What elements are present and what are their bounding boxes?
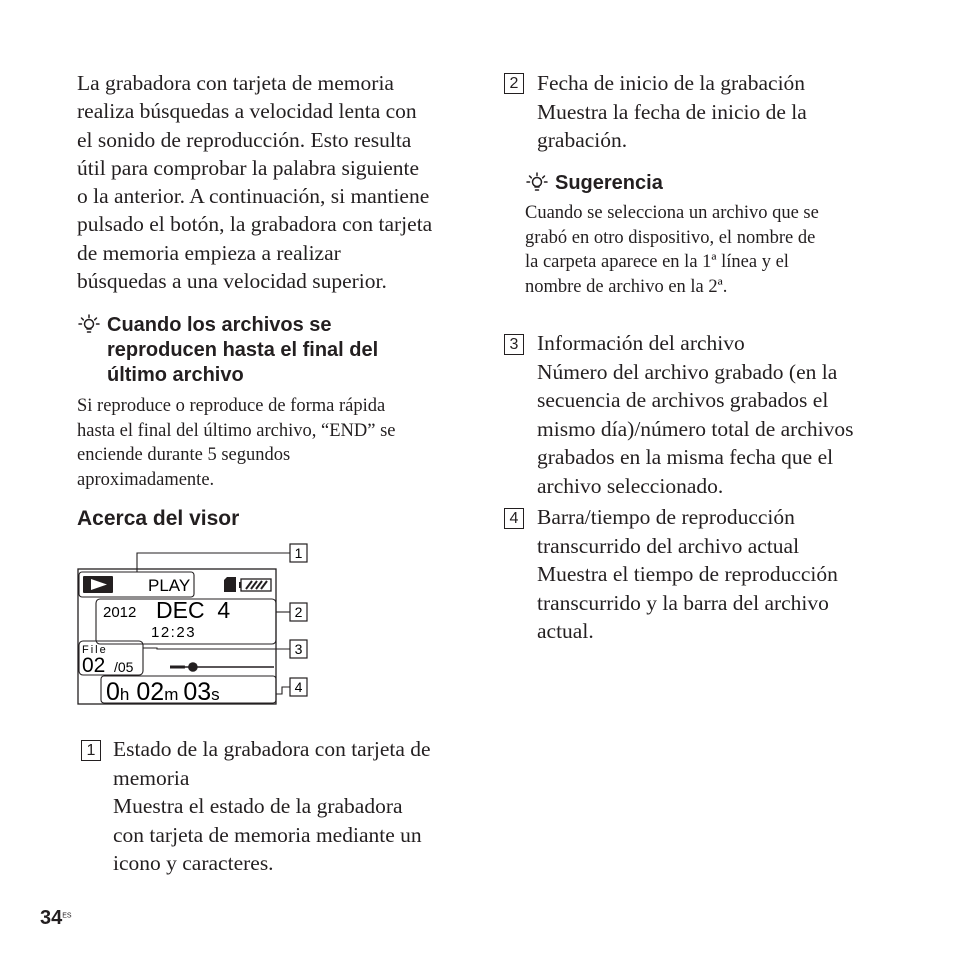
text-line: Número del archivo grabado (en la	[537, 359, 838, 384]
text-line: enciende durante 5 segundos	[77, 445, 291, 466]
item-3-text	[537, 329, 917, 500]
text-line: transcurrido y la barra del archivo	[537, 590, 829, 615]
time-value: 12:23	[151, 624, 197, 641]
progress-knob	[188, 662, 198, 672]
text-line: grabó en otro dispositivo, el nombre de	[525, 227, 816, 248]
callout-2-number: 2	[294, 604, 303, 620]
text-line: Cuando se selecciona un archivo que se	[525, 203, 819, 223]
item-number-box: 4	[504, 508, 524, 529]
file-total: /05	[114, 659, 134, 675]
item-2-text	[537, 69, 907, 155]
item-number-box: 2	[504, 73, 524, 94]
elapsed-time: 0h 02m 03s	[106, 678, 220, 706]
tip-heading-line: último archivo	[107, 364, 244, 386]
page-number-value: 34	[40, 907, 63, 929]
text-line: memoria	[113, 765, 190, 790]
tip-heading-line: reproducen hasta el final del	[107, 339, 379, 361]
date-year: 2012	[103, 604, 137, 621]
text-line: Muestra la fecha de inicio de la	[537, 99, 807, 124]
section-heading: Acerca del visor	[77, 507, 240, 530]
text-line: grabados en la misma fecha que el	[537, 445, 834, 469]
text-line: secuencia de archivos grabados el	[537, 388, 829, 412]
language-code: ES	[62, 912, 72, 920]
callout-1-number: 1	[294, 545, 303, 561]
text-line: Estado de la grabadora con tarjeta de	[113, 737, 431, 761]
display-diagram	[70, 536, 320, 716]
status-label: PLAY	[148, 576, 191, 595]
lightbulb-icon	[78, 314, 100, 336]
memory-card-icon	[224, 577, 236, 592]
callout-4-number: 4	[294, 679, 303, 695]
text-line: icono y caracteres.	[113, 851, 274, 875]
text-line: La grabadora con tarjeta de memoria	[77, 71, 394, 95]
text-line: hasta el final del último archivo, “END” se	[77, 420, 396, 441]
page-number	[40, 907, 72, 930]
text-line: Barra/tiempo de reproducción	[537, 505, 795, 529]
text-line: transcurrido del archivo actual	[537, 533, 800, 558]
text-line: la carpeta aparece en la 1ª línea y el	[525, 252, 789, 273]
file-number: 02	[82, 654, 106, 677]
date-month-day: DEC 4	[156, 597, 231, 623]
callout-3-leader	[143, 648, 290, 649]
callout-3-number: 3	[294, 641, 303, 657]
intro-paragraph	[77, 69, 462, 295]
tip-heading	[107, 313, 467, 388]
text-line: Si reproduce o reproduce de forma rápida	[77, 396, 386, 416]
text-line: o la anterior. A continuación, si mantiene	[77, 184, 430, 209]
item-number-box: 1	[81, 740, 101, 761]
text-line: útil para comprobar la palabra siguiente	[77, 155, 420, 180]
text-line: grabación.	[537, 128, 628, 152]
battery-icon	[239, 579, 271, 591]
text-line: mismo día)/número total de archivos	[537, 416, 854, 441]
text-line: Muestra el tiempo de reproducción	[537, 562, 838, 586]
text-line: Fecha de inicio de la grabación	[537, 71, 806, 95]
text-line: aproximadamente.	[77, 469, 215, 490]
text-line: de memoria empieza a realizar	[77, 240, 341, 265]
text-line: archivo seleccionado.	[537, 473, 724, 498]
item-number-box: 3	[504, 334, 524, 355]
file-label: File	[82, 644, 108, 656]
item-4-text	[537, 503, 917, 646]
text-line: con tarjeta de memoria mediante un	[113, 822, 422, 847]
callout-4-leader	[276, 687, 290, 694]
text-line: el sonido de reproducción. Esto resulta	[77, 127, 412, 152]
tip-body	[525, 201, 915, 299]
text-line: nombre de archivo en la 2ª.	[525, 276, 728, 297]
tip-body	[77, 394, 467, 492]
tip-heading: Sugerencia	[555, 172, 663, 194]
text-line: búsquedas a una velocidad superior.	[77, 269, 387, 294]
item-1-text	[113, 735, 463, 878]
text-line: realiza búsquedas a velocidad lenta con	[77, 99, 417, 124]
text-line: Información del archivo	[537, 331, 745, 355]
text-line: pulsado el botón, la grabadora con tarjeta	[77, 212, 433, 237]
tip-heading-line: Cuando los archivos se	[107, 314, 332, 336]
lightbulb-icon	[526, 172, 548, 194]
text-line: Muestra el estado de la grabadora	[113, 794, 403, 818]
text-line: actual.	[537, 619, 594, 643]
